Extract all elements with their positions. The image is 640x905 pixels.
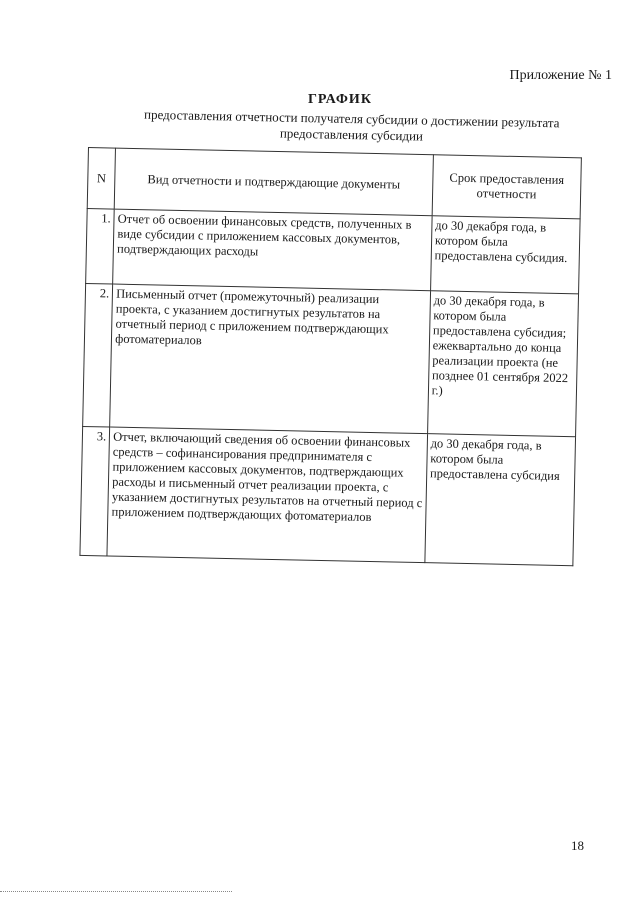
row-document: Письменный отчет (промежуточный) реализации проекта, с указанием достигнутых результатов на отчетный период с приложением подтверждающих фотоматериалов — [110, 284, 430, 434]
row-deadline: до 30 декабря года, в котором была предоставлена субсидия. — [430, 216, 580, 294]
row-document: Отчет об освоении финансовых средств, полученных в виде субсидии с приложением кассовых документов, подтверждающих расходы — [113, 209, 432, 291]
reporting-schedule-table — [79, 147, 581, 566]
row-document: Отчет, включающий сведения об освоении финансовых средств – софинансирования предпринимателя с приложением кассовых документов, подтверждающих расходы и письменный отчет реализации проекта, с указанием достигнутых результатов на отчетный период с приложением подтверждающих фотоматериалов — [107, 427, 427, 563]
table-row — [86, 208, 580, 293]
header-deadline: Срок предоставления отчетности — [432, 155, 581, 219]
row-number: 2. — [83, 283, 113, 427]
row-deadline: до 30 декабря года, в котором была предоставлена субсидия; ежеквартально до конца реализации проекта (не позднее 01 сентября 2022 г.) — [427, 291, 578, 437]
document-subtitle — [111, 106, 592, 148]
row-deadline: до 30 декабря года, в котором была предоставлена субсидия — [425, 434, 576, 566]
subtitle-line-2: предоставления субсидии — [279, 125, 424, 144]
footer-divider — [0, 891, 232, 892]
table-header-row — [87, 148, 581, 219]
row-number: 3. — [80, 426, 110, 556]
page-number: 18 — [571, 838, 584, 853]
header-number: N — [87, 148, 115, 210]
header-document-type: Вид отчетности и подтверждающие документы — [114, 148, 433, 216]
appendix-label: Приложение № 1 — [509, 68, 612, 83]
table-row — [83, 283, 579, 436]
subtitle-line-1: предоставления отчетности получателя субсидии о достижении результата — [143, 106, 560, 131]
row-number: 1. — [86, 208, 115, 284]
table-row — [80, 426, 576, 565]
document-title: ГРАФИК — [308, 92, 372, 107]
